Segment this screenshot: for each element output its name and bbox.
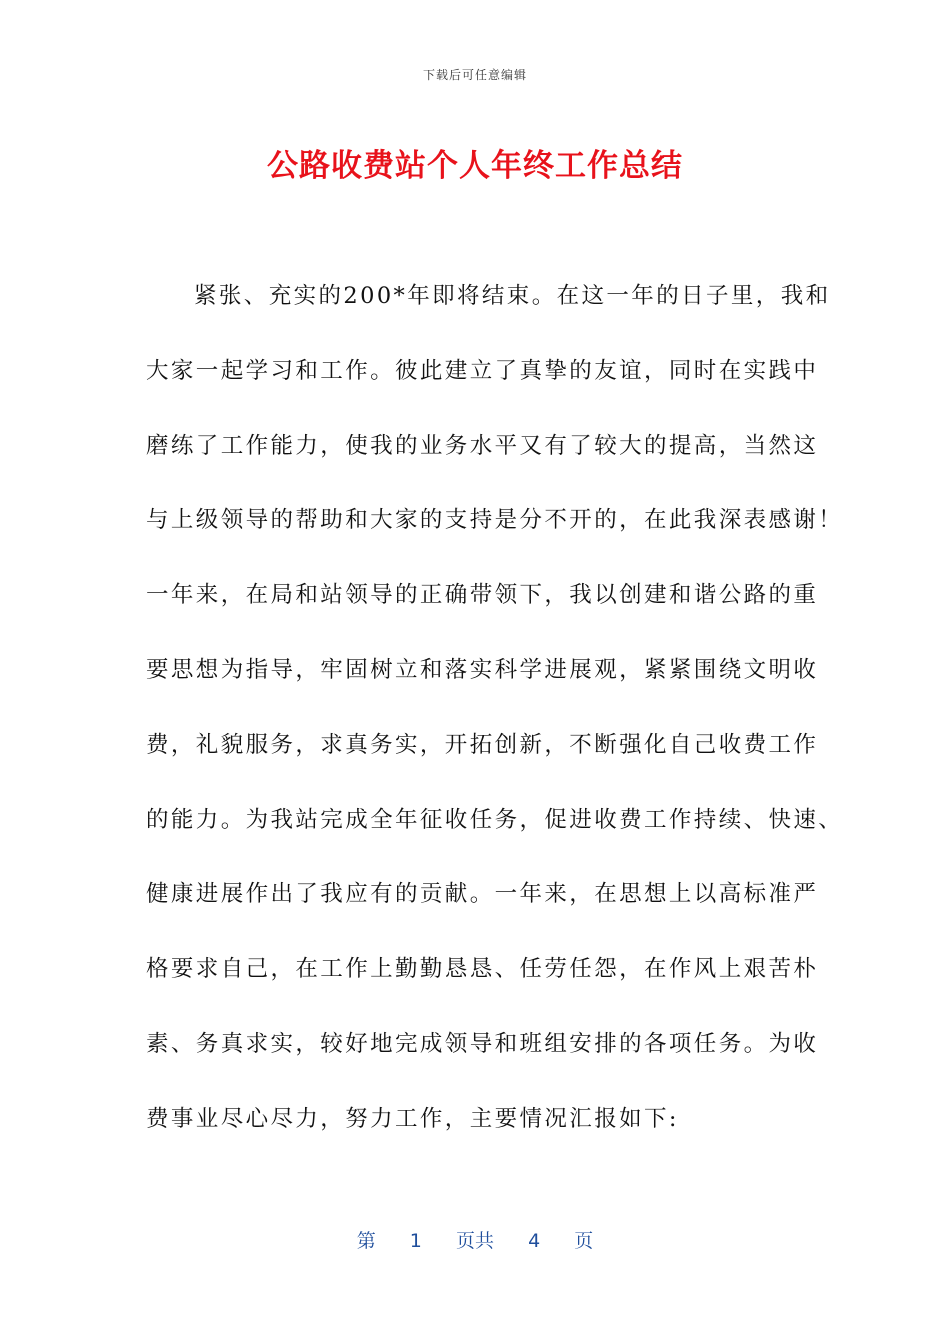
page-footer: [0, 1226, 950, 1253]
footer-suffix: 页: [574, 1230, 594, 1252]
body-line: 费，礼貌服务，求真务实，开拓创新，不断强化自己收费工作: [146, 731, 819, 758]
header-note: 下载后可任意编辑: [422, 68, 527, 82]
footer-middle: 页共: [455, 1230, 494, 1252]
body-line: 的能力。为我站完成全年征收任务，促进收费工作持续、快速、: [146, 806, 844, 833]
footer-page-number: 1: [409, 1230, 422, 1252]
body-text: [146, 272, 844, 1170]
body-line: 与上级领导的帮助和大家的支持是分不开的，在此我深表感谢！: [146, 507, 844, 534]
body-line: 一年来，在局和站领导的正确带领下，我以创建和谐公路的重: [146, 582, 819, 609]
body-line: 健康进展作出了我应有的贡献。一年来，在思想上以高标准严: [146, 881, 819, 908]
body-line: 紧张、充实的200*年即将结束。在这一年的日子里，我和: [194, 283, 831, 309]
body-line: 要思想为指导，牢固树立和落实科学进展观，紧紧围绕文明收: [146, 656, 819, 683]
document-title: 公路收费站个人年终工作总结: [267, 148, 683, 184]
body-line: 素、务真求实，较好地完成领导和班组安排的各项任务。为收: [146, 1030, 819, 1057]
footer-total-pages: 4: [528, 1230, 541, 1252]
body-line: 大家一起学习和工作。彼此建立了真挚的友谊，同时在实践中: [146, 357, 819, 384]
footer-prefix: 第: [356, 1230, 376, 1252]
body-line: 费事业尽心尽力，努力工作，主要情况汇报如下:: [146, 1105, 679, 1132]
body-line: 磨练了工作能力，使我的业务水平又有了较大的提高，当然这: [146, 432, 819, 459]
body-line: 格要求自己，在工作上勤勤恳恳、任劳任怨，在作风上艰苦朴: [146, 956, 819, 983]
